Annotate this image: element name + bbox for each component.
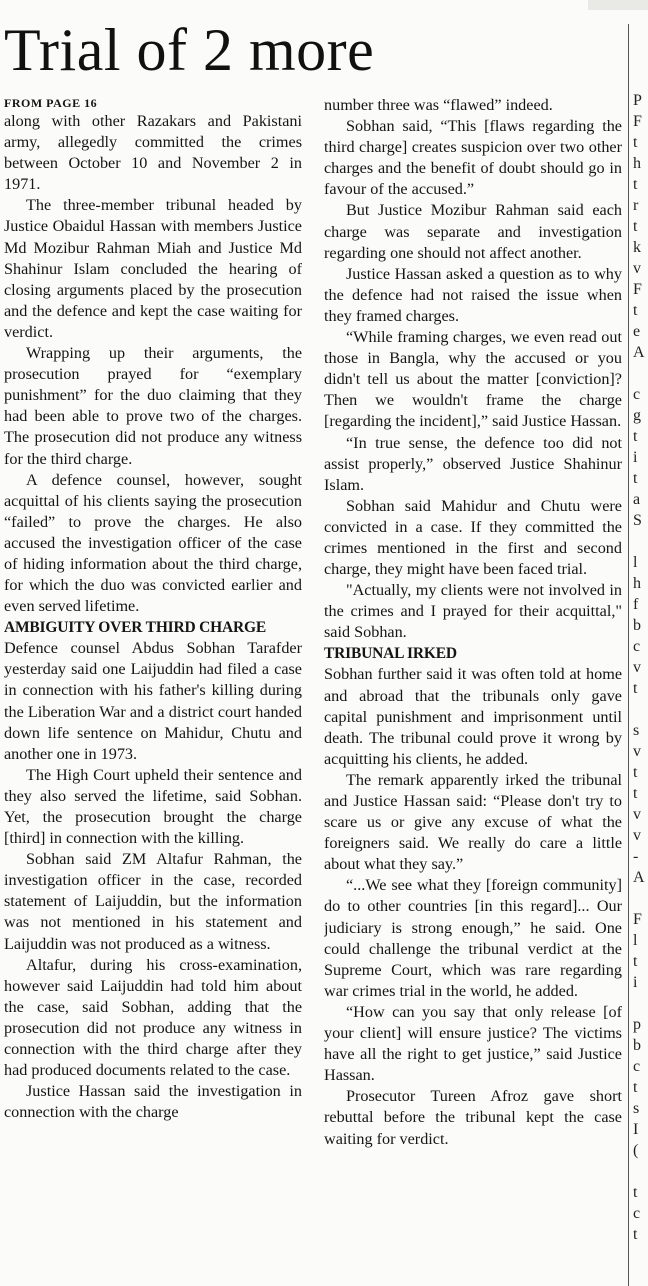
edge-letter: v [633,659,641,676]
edge-letter: F [633,911,642,928]
edge-letter: t [633,764,638,781]
edge-letter: t [633,1184,638,1201]
edge-letter: h [633,575,641,592]
edge-letter: I [633,1121,639,1138]
paragraph: “In true sense, the defence too did not assist properly,” observed Justice Shahinur Islam. [324,433,622,494]
edge-letter: f [633,596,639,613]
paragraph: “While framing charges, we even read out those in Bangla, why the accused or you didn't tell us about the matter [conviction]? Then we wouldn't frame the charge [regarding the incident],” said Justice Hassan. [324,328,622,431]
edge-letter: A [633,344,645,361]
edge-letter: i [633,449,638,466]
edge-letter: v [633,806,641,823]
page-corner-mark [588,0,648,10]
edge-letter: t [633,470,638,487]
paragraph: A defence counsel, however, sought acquittal of his clients saying the prosecution “failed” to prove the charges. He also accused the investigation officer of the case of hiding information about the third charge, for which the duo was convicted earlier and even served lifetime. [4,470,302,616]
edge-letter: l [633,554,638,571]
edge-letter [633,699,648,720]
edge-letter [633,1161,648,1182]
edge-letter: F [633,281,642,298]
edge-letter: s [633,722,640,739]
paragraph: The three-member tribunal headed by Justice Obaidul Hassan with members Justice Md Mozibur Rahman Miah and Justice Md Shahinur Islam concluded the hearing of closing arguments placed by the prosecution and the defence and kept the case waiting for verdict. [4,196,302,341]
headline: Trial of 2 more [4,17,375,83]
edge-letter [633,993,648,1014]
paragraph: “How can you say that only release [of your client] will ensure justice? The victims have all the right to get justice,” said Justice Hassan. [324,1002,622,1085]
paragraph: Justice Hassan asked a question as to why the defence had not raised the issue when they framed charges. [324,264,622,325]
edge-letter: c [633,1058,641,1075]
paragraph: Sobhan further said it was often told at home and abroad that the tribunals only gave capital punishment and imprisonment until death. The tribunal could prove it wrong by acquitting his clients, he added. [324,665,622,768]
paragraph: along with other Razakars and Pakistani army, allegedly committed the crimes between October 10 and November 2 in 1971. [4,112,302,194]
paragraph: Sobhan said, “This [flaws regarding the third charge] creates suspicion over two other charges and the benefit of doubt should go in favour of the accused.” [324,117,622,199]
edge-letter: t [633,953,638,970]
edge-letter [633,363,648,384]
paragraph: Prosecutor Tureen Afroz gave short rebuttal before the tribunal kept the case waiting for verdict. [324,1087,622,1148]
edge-letter: p [633,1016,641,1033]
edge-letter: v [633,827,641,844]
article-column-right [324,95,622,1286]
edge-letter: r [633,197,639,214]
edge-letter: S [633,512,642,529]
edge-letter: t [633,785,638,802]
edge-letter: s [633,1100,640,1117]
edge-letter: t [633,302,638,319]
paragraph: "Actually, my clients were not involved in the crimes and I prayed for their acquittal," said Sobhan. [324,581,622,642]
edge-letter: b [633,617,641,634]
paragraph: Justice Hassan said the investigation in connection with the charge [4,1082,302,1122]
edge-letter: t [633,134,638,151]
article-column-left [4,95,302,1286]
edge-letter: P [633,92,642,109]
edge-letter: c [633,386,641,403]
paragraph: Defence counsel Abdus Sobhan Tarafder yesterday said one Laijuddin had filed a case in connection with his father's killing during the Liberation War and a district court handed down life sentence on Mahidur, Chutu and another one in 1973. [4,639,302,763]
paragraph: The remark apparently irked the tribunal and Justice Hassan said: “Please don't try to scare us or give any excuse of what the foreigners said. We really do care a little about what they say.” [324,770,622,874]
edge-letter: h [633,155,641,172]
edge-letter: b [633,1037,641,1054]
edge-letter: v [633,743,641,760]
dateline: FROM PAGE 16 [4,96,98,110]
edge-letter: t [633,1079,638,1096]
edge-letter: k [633,239,641,256]
edge-letter: i [633,974,638,991]
edge-letter: l [633,932,638,949]
edge-letter [633,531,648,552]
edge-letter: t [633,1226,638,1243]
subhead-tribunal-irked: TRIBUNAL IRKED [324,645,457,663]
adjacent-article-edge [633,90,648,1286]
paragraph: But Justice Mozibur Rahman said each charge was separate and investigation regarding one should not affect another. [324,201,622,262]
edge-letter: c [633,1205,641,1222]
edge-letter: t [633,218,638,235]
edge-letter: ( [633,1142,639,1159]
paragraph: Sobhan said Mahidur and Chutu were convicted in a case. If they committed the crimes mentioned in the first and second charge, they might have been faced trial. [324,496,622,579]
edge-letter: c [633,638,641,655]
column-divider [628,24,629,1286]
paragraph: Wrapping up their arguments, the prosecution prayed for “exemplary punishment” for the duo claiming that they had been able to prove two of the charges. The prosecution did not produce any witness for the third charge. [4,344,302,468]
paragraph: number three was “flawed” indeed. [324,96,553,114]
edge-letter: g [633,407,641,424]
paragraph: “...We see what they [foreign community] do to other countries [in this regard]... Our judiciary is strong enough,” he said. One could challenge the tribunal verdict at the Supreme Court, which was rare regarding war crimes trial in the world, he added. [324,876,622,1000]
edge-letter: t [633,176,638,193]
paragraph: Altafur, during his cross-examination, however said Laijuddin had told him about the case, said Sobhan, adding that the prosecution did not produce any witness in connection with the third charge after they had produced documents related to the case. [4,955,302,1080]
edge-letter: F [633,113,642,130]
subhead-ambiguity: AMBIGUITY OVER THIRD CHARGE [4,619,267,637]
paragraph: The High Court upheld their sentence and they also served the lifetime, said Sobhan. Yet, the prosecution brought the charge [third] in connection with the killing. [4,765,302,848]
edge-letter: - [633,848,639,865]
edge-letter: t [633,680,638,697]
paragraph: Sobhan said ZM Altafur Rahman, the investigation officer in the case, recorded statement of Laijuddin, but the information was not mentioned in his statement and Laijuddin was not produced as a witness. [4,850,302,953]
edge-letter [633,888,648,909]
edge-letter: A [633,869,645,886]
edge-letter: t [633,428,638,445]
edge-letter: e [633,323,641,340]
edge-letter: a [633,491,641,508]
edge-letter: v [633,260,641,277]
